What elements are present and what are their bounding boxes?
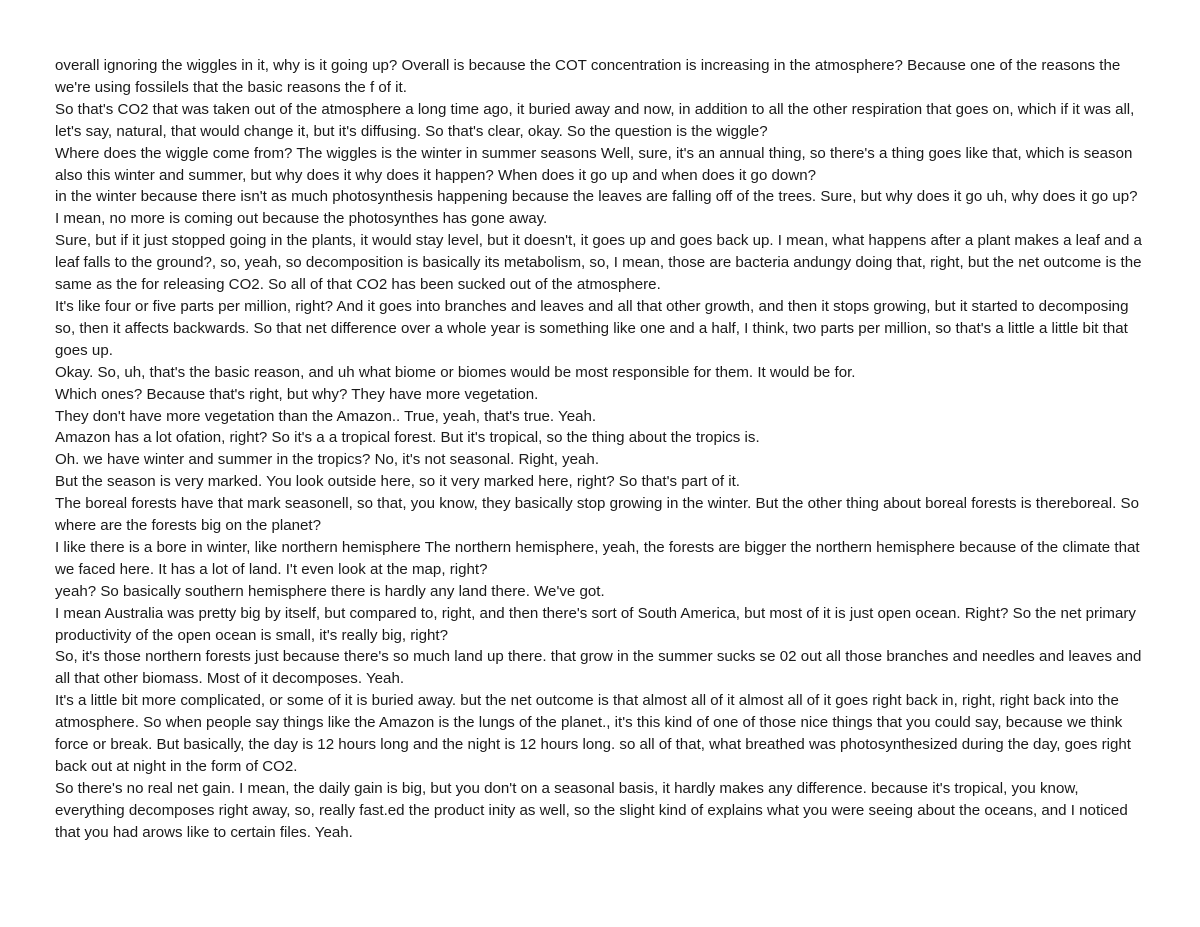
paragraph-16: I mean Australia was pretty big by itself, but compared to, right, and then there's sort of South America, but most of it is just open ocean. Right? So the net primary productivity of the open ocean is small, it's really big, right?: [55, 604, 1136, 644]
paragraph-7: Okay. So, uh, that's the basic reason, and uh what biome or biomes would be most responsible for them. It would be for.: [55, 363, 856, 381]
paragraph-4: in the winter because there isn't as much photosynthesis happening because the leaves are falling off of the trees. Sure, but why does it go uh, why does it go up? I mean, no more is coming out because the photosynthes has gone away.: [55, 188, 1138, 228]
paragraph-1: overall ignoring the wiggles in it, why is it going up? Overall is because the COT concentration is increasing in the atmosphere? Because one of the reasons the we're using fossilels that the basic reasons the f of it.: [55, 57, 1121, 96]
paragraph-10: Amazon has a lot ofation, right? So it's a a tropical forest. But it's tropical, so the thing about the tropics is.: [55, 429, 760, 447]
paragraph-5: Sure, but if it just stopped going in the plants, it would stay level, but it doesn't, it goes up and goes back up. I mean, what happens after a plant makes a leaf and a leaf falls to the ground?, so, yeah, so decomposition is basically its metabolism, so, I mean, those are bacteria andungy doing that, right, but the net outcome is the same as the for releasing CO2. So all of that CO2 has been sucked out of the atmosphere.: [55, 232, 1142, 294]
paragraph-14: I like there is a bore in winter, like northern hemisphere The northern hemisphere, yeah, the forests are bigger the northern hemisphere because of the climate that we faced here. It has a lot of land. I't even look at the map, right?: [55, 538, 1140, 578]
paragraph-2: So that's CO2 that was taken out of the atmosphere a long time ago, it buried away and now, in addition to all the other respiration that goes on, which if it was all, let's say, natural, that would change it, but it's diffusing. So that's clear, okay. So the question is the wiggle?: [55, 100, 1135, 140]
document-page: [55, 55, 1145, 844]
paragraph-19: So there's no real net gain. I mean, the daily gain is big, but you don't on a seasonal basis, it hardly makes any difference. because it's tropical, you know, everything decomposes right away, so, really fast.ed the product inity as well, so the slight kind of explains what you were seeing about the oceans, and I noticed that you had arows like to certain files. Yeah.: [55, 779, 1128, 841]
paragraph-12: But the season is very marked. You look outside here, so it very marked here, right? So that's part of it.: [55, 473, 740, 491]
paragraph-3: Where does the wiggle come from? The wiggles is the winter in summer seasons Well, sure, it's an annual thing, so there's a thing goes like that, which is season also this winter and summer, but why does it why does it happen? When does it go up and when does it go down?: [55, 144, 1133, 184]
paragraph-11: Oh. we have winter and summer in the tropics? No, it's not seasonal. Right, yeah.: [55, 451, 600, 469]
paragraph-15: yeah? So basically southern hemisphere there is hardly any land there. We've got.: [55, 582, 605, 600]
paragraph-6: It's like four or five parts per million, right? And it goes into branches and leaves and all that other growth, and then it stops growing, but it started to decomposing so, then it affects backwards. So that net difference over a whole year is something like one and a half, I think, two parts per million, so that's a little a little bit that goes up.: [55, 297, 1129, 359]
paragraph-17: So, it's those northern forests just because there's so much land up there. that grow in the summer sucks se 02 out all those branches and needles and leaves and all that other biomass. Most of it decomposes. Yeah.: [55, 648, 1142, 688]
paragraph-18: It's a little bit more complicated, or some of it is buried away. but the net outcome is that almost all of it almost all of it goes right back in, right, right back into the atmosphere. So when people say things like the Amazon is the lungs of the planet., it's this kind of one of those nice things that you could say, because we think force or break. But basically, the day is 12 hours long and the night is 12 hours long. so all of that, what breathed was photosynthesized during the day, goes right back out at night in the form of CO2.: [55, 692, 1131, 775]
paragraph-8: Which ones? Because that's right, but why? They have more vegetation.: [55, 385, 539, 403]
paragraph-9: They don't have more vegetation than the Amazon.. True, yeah, that's true. Yeah.: [55, 407, 597, 425]
paragraph-13: The boreal forests have that mark seasonell, so that, you know, they basically stop growing in the winter. But the other thing about boreal forests is thereboreal. So where are the forests big on the planet?: [55, 495, 1140, 535]
